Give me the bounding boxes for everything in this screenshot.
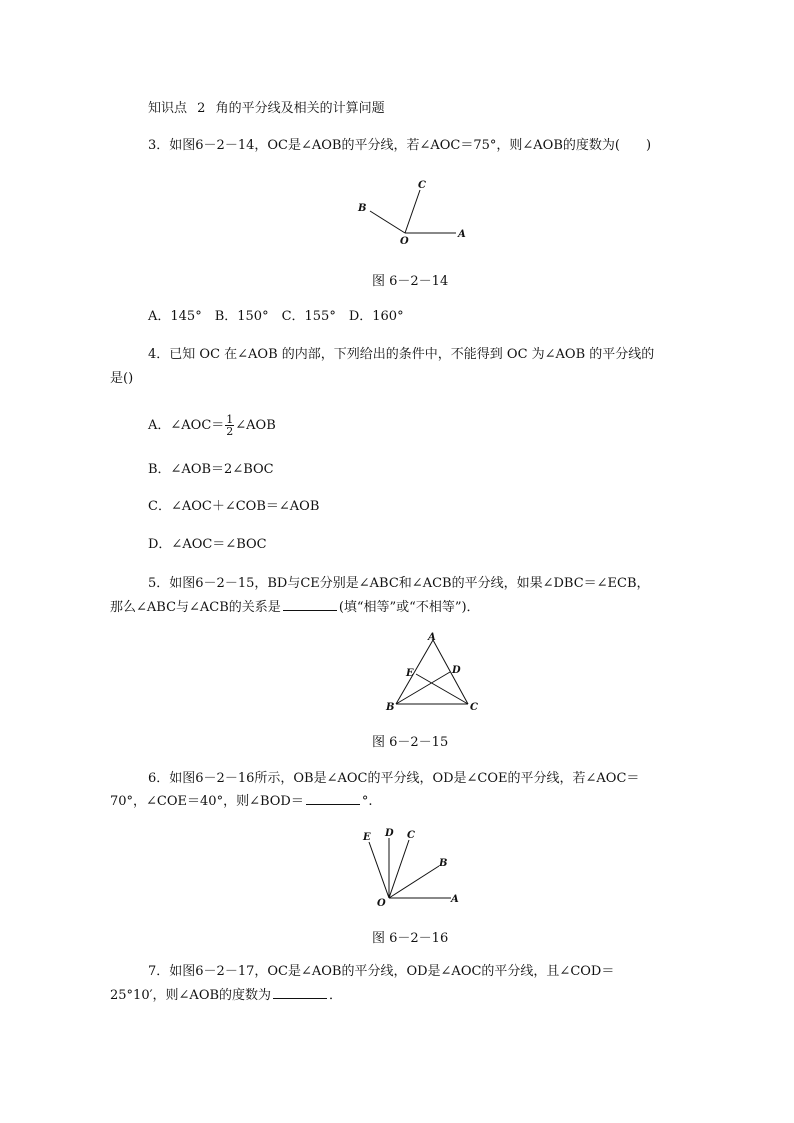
label-E: E bbox=[363, 832, 371, 843]
question-3-number: 3． bbox=[148, 138, 170, 153]
label-B: B bbox=[386, 702, 395, 713]
label-A: A bbox=[451, 894, 459, 905]
label-B: B bbox=[439, 858, 448, 869]
label-A: A bbox=[428, 632, 436, 643]
question-3-stem bbox=[148, 137, 651, 155]
question-4-text-line1: 已知 OC 在∠AOB 的内部，下列给出的条件中，不能得到 OC 为∠AOB 的平分线的 bbox=[169, 347, 655, 362]
option-a-prefix: A．∠AOC＝ bbox=[148, 418, 225, 433]
figure-caption-6-2-14: 图 6－2－14 bbox=[372, 274, 449, 289]
question-5-text-line1: 如图6－2－15，BD与CE分别是∠ABC和∠ACB的平分线，如果∠DBC＝∠ECB， bbox=[169, 576, 650, 591]
fraction-denominator: 2 bbox=[226, 425, 234, 438]
question-5-stem-line2 bbox=[110, 598, 480, 617]
question-6-text-line2-pre: 70°，∠COE＝40°，则∠BOD＝ bbox=[110, 794, 304, 809]
figure-6-2-16 bbox=[355, 822, 475, 912]
label-D: D bbox=[452, 665, 461, 676]
section-number: 2 bbox=[197, 101, 206, 116]
label-B: B bbox=[358, 203, 367, 214]
label-C: C bbox=[407, 830, 415, 841]
question-5-text-line2-pre: 那么∠ABC与∠ACB的关系是 bbox=[110, 600, 281, 615]
question-5-number: 5． bbox=[148, 576, 170, 591]
answer-blank-q5[interactable] bbox=[283, 598, 337, 611]
label-C: C bbox=[470, 702, 478, 713]
question-5-stem-line1 bbox=[148, 575, 650, 593]
answer-blank-q7[interactable] bbox=[273, 986, 327, 999]
figure-6-2-14 bbox=[350, 175, 480, 250]
ray-OE bbox=[369, 842, 389, 898]
figure-6-2-15 bbox=[382, 630, 492, 715]
question-4-stem-line1 bbox=[148, 346, 654, 364]
question-4-option-b: B．∠AOB＝2∠BOC bbox=[148, 462, 274, 477]
question-6-number: 6． bbox=[148, 771, 170, 786]
ray-OB bbox=[389, 866, 439, 898]
figure-caption-6-2-16: 图 6－2－16 bbox=[372, 931, 449, 946]
question-3-text: 如图6－2－14，OC是∠AOB的平分线，若∠AOC＝75°，则∠AOB的度数为( ) bbox=[169, 138, 652, 153]
question-6-text-line1: 如图6－2－16所示，OB是∠AOC的平分线，OD是∠COE的平分线，若∠AOC＝ bbox=[169, 771, 640, 786]
label-O: O bbox=[377, 898, 386, 909]
question-6-stem-line1 bbox=[148, 770, 639, 788]
label-O: O bbox=[400, 236, 409, 247]
question-7-text-line2-pre: 25°10′，则∠AOB的度数为 bbox=[110, 988, 272, 1003]
section-header bbox=[148, 100, 385, 118]
question-6-text-line2-post: °. bbox=[361, 794, 373, 809]
ray-OB bbox=[370, 211, 405, 233]
question-4-option-d: D．∠AOC＝∠BOC bbox=[148, 537, 267, 552]
label-C: C bbox=[418, 180, 426, 191]
option-a-suffix: ∠AOB bbox=[235, 418, 276, 433]
question-7-text-line1: 如图6－2－17，OC是∠AOB的平分线，OD是∠AOC的平分线，且∠COD＝ bbox=[169, 964, 615, 979]
question-7-stem-line1 bbox=[148, 963, 614, 981]
question-4-option-a bbox=[148, 414, 276, 437]
segment-BD bbox=[396, 672, 450, 704]
question-7-text-line2-post: ． bbox=[329, 988, 343, 1003]
question-7-stem-line2 bbox=[110, 986, 342, 1005]
fraction-one-half bbox=[225, 414, 234, 437]
question-5-text-line2-post: (填“相等”或“不相等”)． bbox=[338, 600, 480, 615]
ray-OC bbox=[405, 190, 420, 233]
side-AB bbox=[396, 640, 433, 704]
label-D: D bbox=[385, 828, 394, 839]
question-6-stem-line2 bbox=[110, 792, 372, 811]
answer-blank-q6[interactable] bbox=[306, 792, 360, 805]
question-3-options: A．145° B．150° C．155° D．160° bbox=[148, 309, 404, 324]
question-7-number: 7． bbox=[148, 964, 170, 979]
label-E: E bbox=[406, 668, 414, 679]
label-A: A bbox=[458, 229, 466, 240]
fraction-numerator: 1 bbox=[226, 413, 234, 426]
section-prefix: 知识点 bbox=[148, 101, 188, 116]
question-4-stem-line2: 是() bbox=[110, 371, 134, 386]
ray-OC bbox=[389, 840, 409, 898]
question-4-number: 4． bbox=[148, 347, 170, 362]
question-4-option-c: C．∠AOC＋∠COB＝∠AOB bbox=[148, 499, 320, 514]
figure-caption-6-2-15: 图 6－2－15 bbox=[372, 735, 449, 750]
section-title: 角的平分线及相关的计算问题 bbox=[215, 101, 385, 116]
